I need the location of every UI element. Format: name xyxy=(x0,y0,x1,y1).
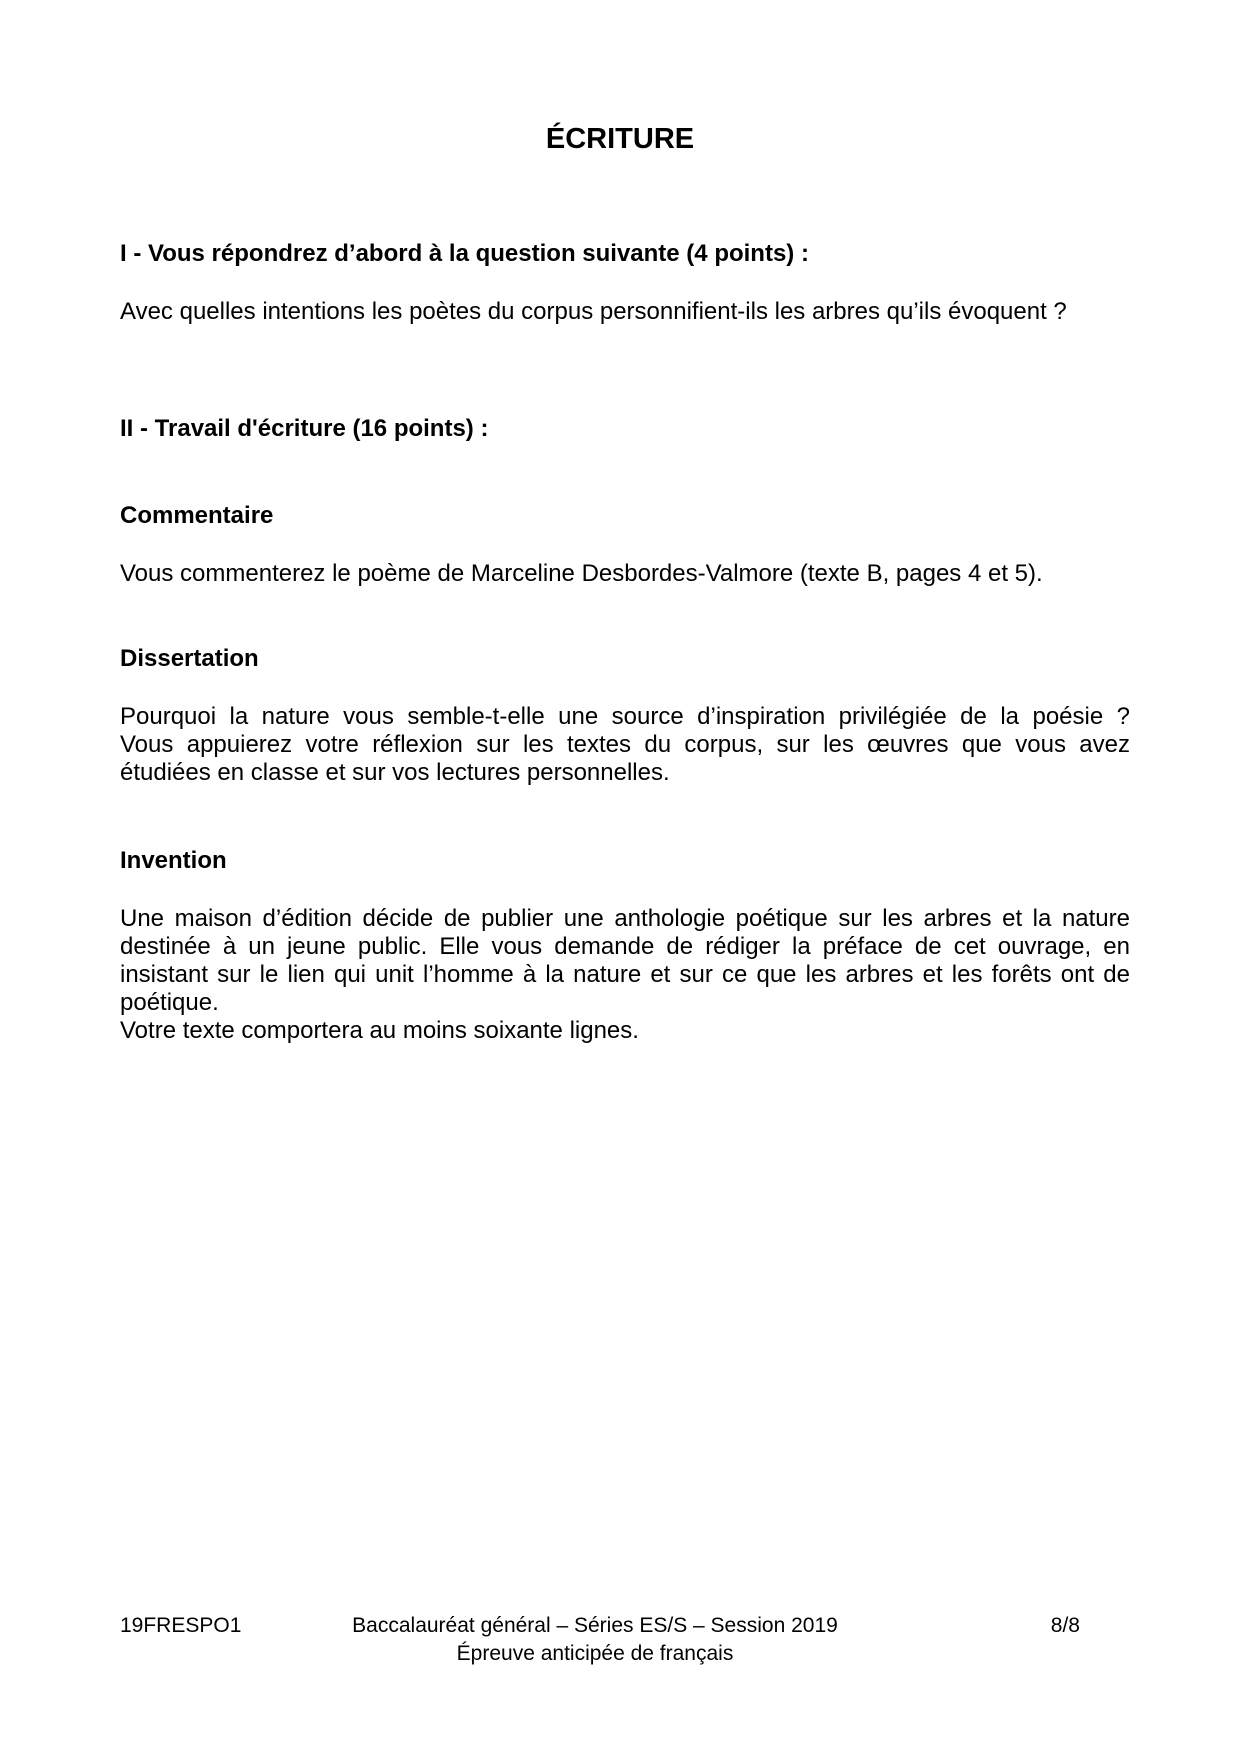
invention-line: Une maison d’édition décide de publier une anthologie poétique sur les arbres et la nature xyxy=(120,905,1130,932)
footer-exam-line1: Baccalauréat général – Séries ES/S – Session 2019 xyxy=(352,1614,838,1637)
invention-line: insistant sur le lien qui unit l’homme à la nature et sur ce que les arbres et les forêts ont de xyxy=(120,961,1130,988)
invention-line: poétique. xyxy=(120,989,219,1016)
invention-final-line: Votre texte comportera au moins soixante lignes. xyxy=(120,1017,639,1044)
footer-exam-info xyxy=(320,1612,870,1668)
dissertation-line: Vous appuierez votre réflexion sur les textes du corpus, sur les œuvres que vous avez xyxy=(120,731,1130,758)
invention-paragraph xyxy=(120,905,1130,1045)
footer-code: 19FRESPO1 xyxy=(120,1614,242,1637)
footer-page-number: 8/8 xyxy=(1050,1614,1080,1637)
writing-heading: II - Travail d'écriture (16 points) : xyxy=(120,415,489,442)
commentaire-text: Vous commenterez le poème de Marceline Desbordes-Valmore (texte B, pages 4 et 5). xyxy=(120,560,1043,587)
dissertation-line: Pourquoi la nature vous semble-t-elle une source d’inspiration privilégiée de la poésie ? xyxy=(120,703,1130,730)
dissertation-heading: Dissertation xyxy=(120,645,259,672)
commentaire-heading: Commentaire xyxy=(120,502,274,529)
page-title: ÉCRITURE xyxy=(545,123,695,155)
question-text: Avec quelles intentions les poètes du corpus personnifient-ils les arbres qu’ils évoquent ? xyxy=(120,298,1067,325)
question-heading: I - Vous répondrez d’abord à la question suivante (4 points) : xyxy=(120,240,809,267)
invention-heading: Invention xyxy=(120,847,227,874)
dissertation-line: étudiées en classe et sur vos lectures personnelles. xyxy=(120,759,670,786)
dissertation-paragraph xyxy=(120,703,1130,787)
footer-exam-line2: Épreuve anticipée de français xyxy=(456,1642,734,1665)
invention-line: destinée à un jeune public. Elle vous demande de rédiger la préface de cet ouvrage, en xyxy=(120,933,1130,960)
